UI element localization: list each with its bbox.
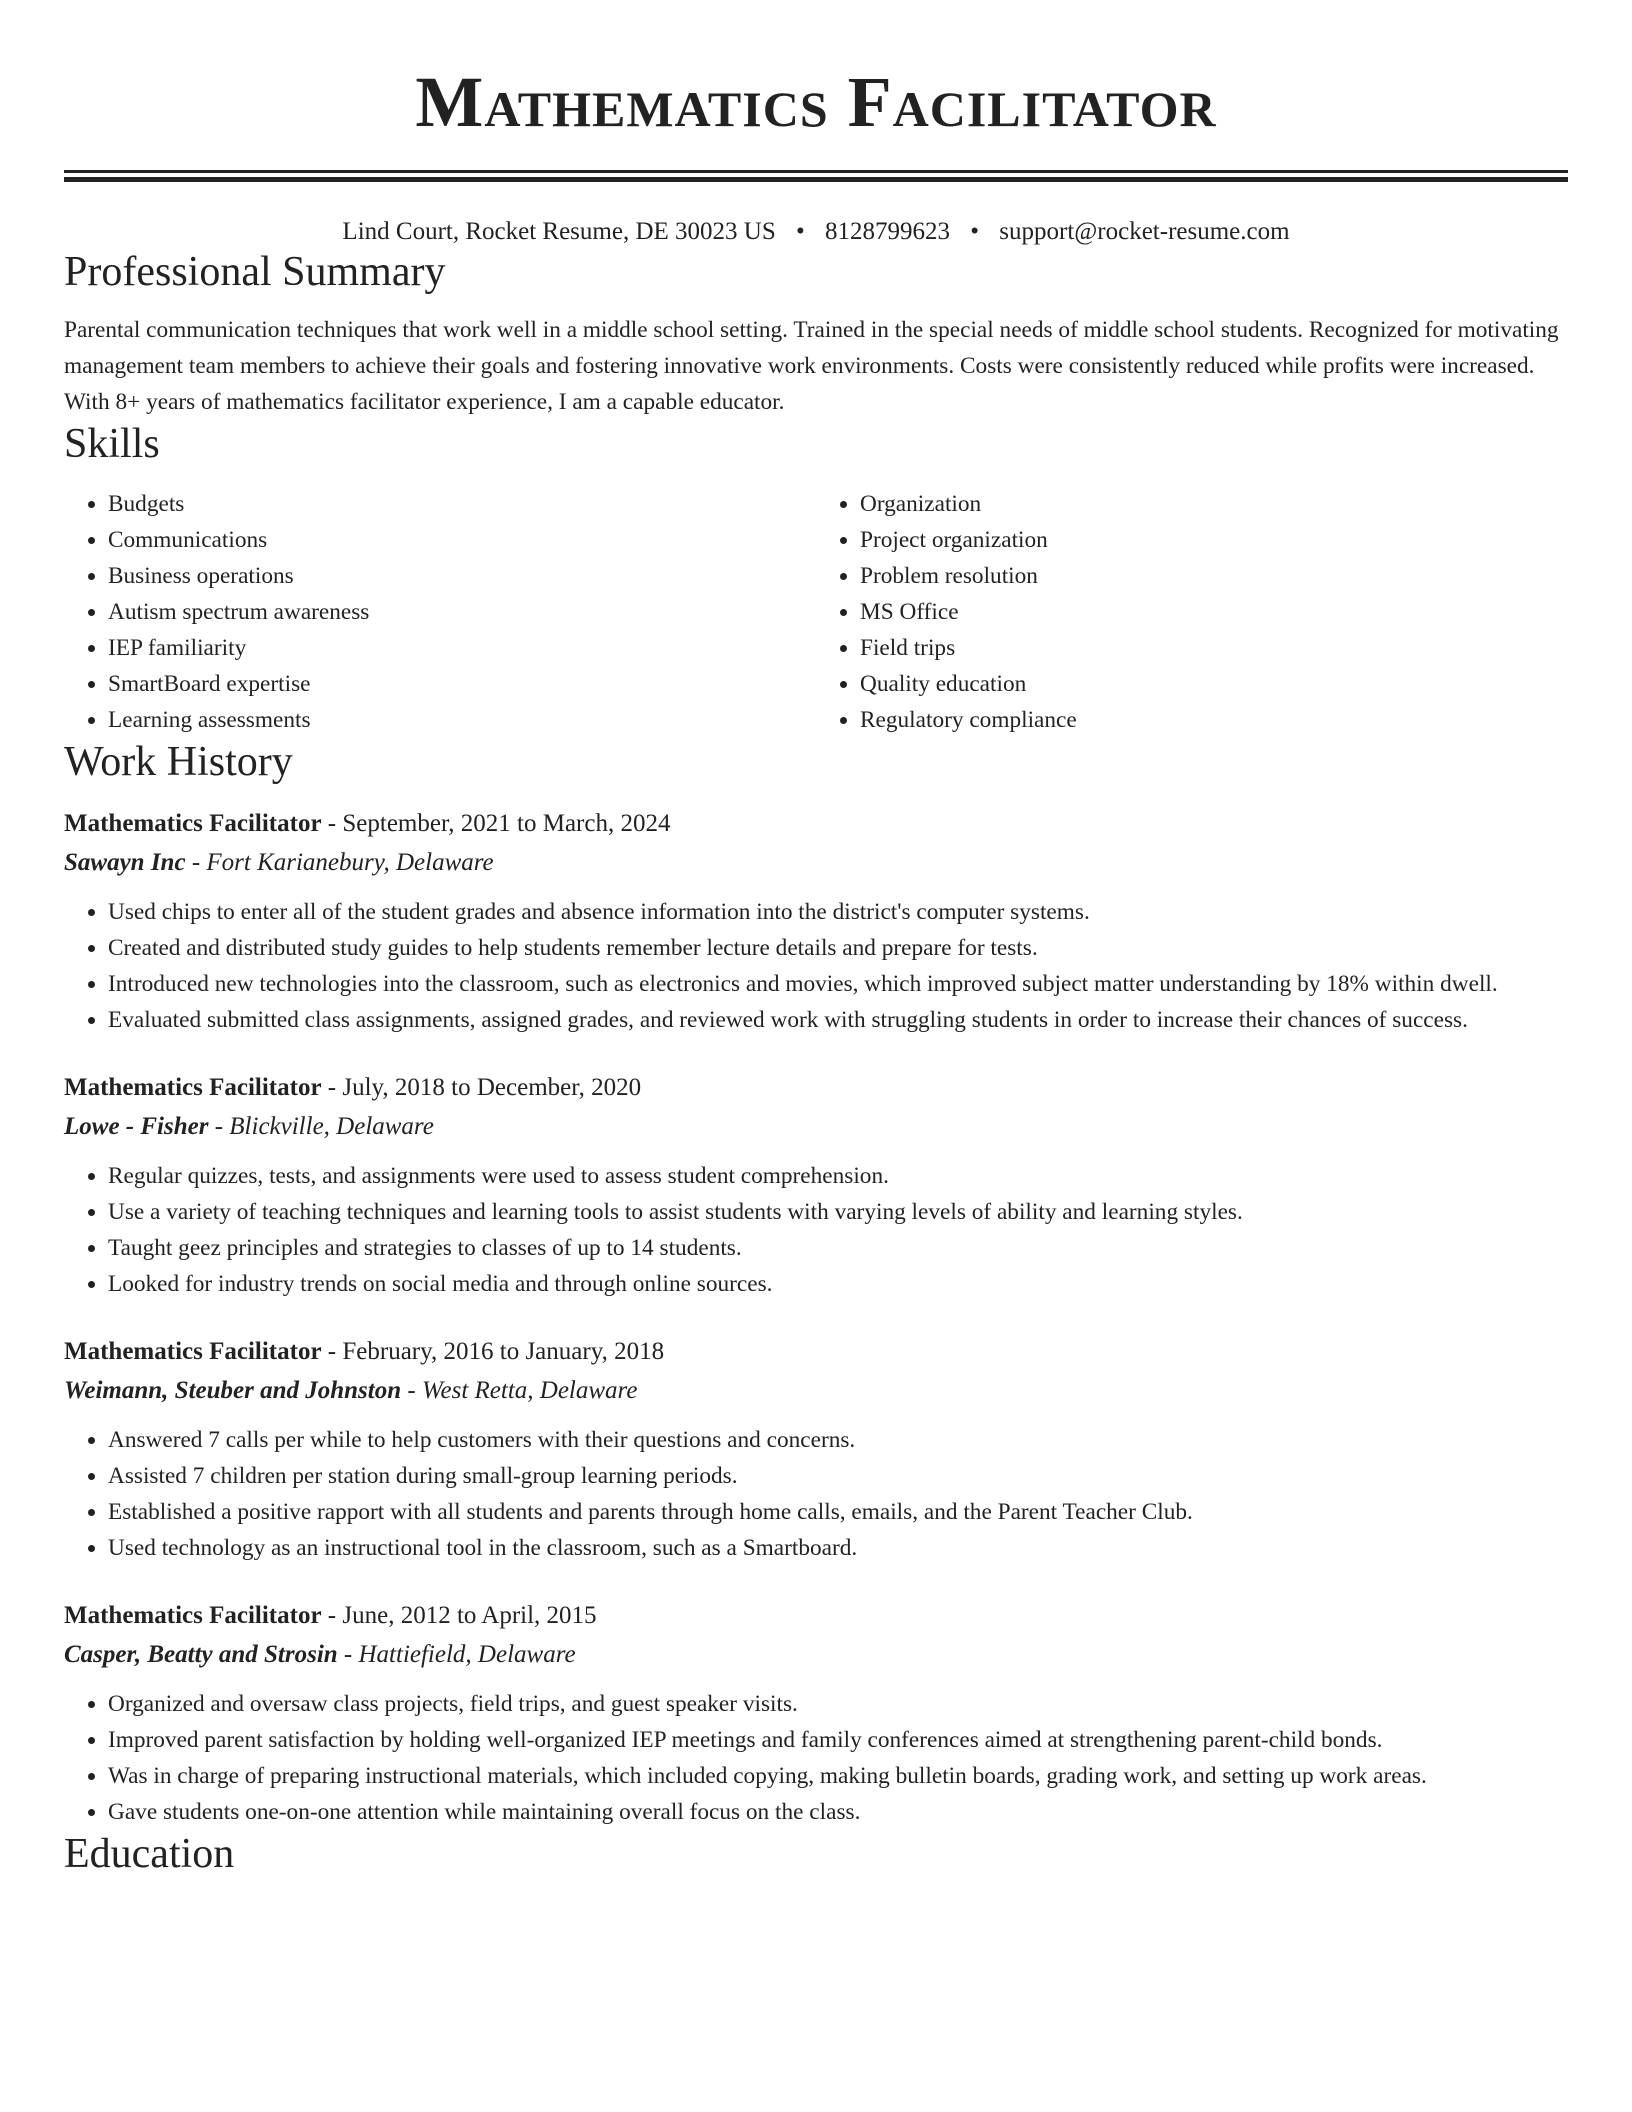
job-location: - Hattiefield, Delaware [337, 1641, 576, 1668]
skill-item: • Communications [108, 522, 816, 558]
contact-email: support@rocket-resume.com [999, 218, 1290, 245]
job-bullet: • Used technology as an instructional tool in the classroom, such as a Smartboard. [108, 1530, 1568, 1566]
job-bullet: • Evaluated submitted class assignments, assigned grades, and reviewed work with struggling students in order to increase their chances of success. [108, 1002, 1568, 1038]
job-dates: - July, 2018 to December, 2020 [321, 1074, 642, 1101]
job-bullet: • Answered 7 calls per while to help customers with their questions and concerns. [108, 1422, 1568, 1458]
job-bullets [64, 894, 1568, 1038]
skill-item: • Organization [860, 486, 1568, 522]
skill-item: • Learning assessments [108, 702, 816, 738]
job-title-line [64, 1596, 1568, 1636]
job-company-line [64, 1636, 1568, 1674]
contact-line [64, 216, 1568, 248]
skill-item: • SmartBoard expertise [108, 666, 816, 702]
skill-item: • Field trips [860, 630, 1568, 666]
resume-title: Mathematics Facilitator [415, 62, 1217, 142]
contact-separator: • [795, 218, 805, 245]
job-bullets [64, 1686, 1568, 1830]
job-bullet: • Assisted 7 children per station during small-group learning periods. [108, 1458, 1568, 1494]
job-title: Mathematics Facilitator [64, 1602, 322, 1629]
job-entry [64, 804, 1568, 1038]
job-entry [64, 1068, 1568, 1302]
education-heading: Education [64, 1831, 235, 1877]
contact-phone: 8128799623 [825, 218, 950, 245]
work-history-heading: Work History [64, 739, 293, 785]
job-company: Sawayn Inc [64, 849, 186, 876]
skill-item: • Budgets [108, 486, 816, 522]
job-bullets [64, 1158, 1568, 1302]
job-company-line [64, 844, 1568, 882]
job-bullet: • Was in charge of preparing instructional materials, which included copying, making bulletin boards, grading work, and setting up work areas. [108, 1758, 1568, 1794]
job-bullet: • Use a variety of teaching techniques and learning tools to assist students with varying levels of ability and learning styles. [108, 1194, 1568, 1230]
skill-item: • IEP familiarity [108, 630, 816, 666]
skill-item: • MS Office [860, 594, 1568, 630]
job-bullet: • Created and distributed study guides to help students remember lecture details and prepare for tests. [108, 930, 1568, 966]
skill-item: • Autism spectrum awareness [108, 594, 816, 630]
job-title: Mathematics Facilitator [64, 810, 322, 837]
job-bullet: • Gave students one-on-one attention while maintaining overall focus on the class. [108, 1794, 1568, 1830]
job-entry [64, 1332, 1568, 1566]
skill-item: • Problem resolution [860, 558, 1568, 594]
job-title: Mathematics Facilitator [64, 1074, 322, 1101]
job-location: - West Retta, Delaware [401, 1377, 638, 1404]
job-company-line [64, 1108, 1568, 1146]
job-bullet: • Introduced new technologies into the classroom, such as electronics and movies, which improved subject matter understanding by 18% within dwell. [108, 966, 1568, 1002]
job-title-line [64, 1068, 1568, 1108]
job-bullet: • Looked for industry trends on social media and through online sources. [108, 1266, 1568, 1302]
job-bullets [64, 1422, 1568, 1566]
job-bullet: • Used chips to enter all of the student grades and absence information into the district's computer systems. [108, 894, 1568, 930]
job-dates: - September, 2021 to March, 2024 [321, 810, 671, 837]
job-title: Mathematics Facilitator [64, 1338, 322, 1365]
job-bullet: • Organized and oversaw class projects, field trips, and guest speaker visits. [108, 1686, 1568, 1722]
job-bullet: • Established a positive rapport with all students and parents through home calls, emails, and the Parent Teacher Club. [108, 1494, 1568, 1530]
job-dates: - June, 2012 to April, 2015 [321, 1602, 597, 1629]
job-bullet: • Regular quizzes, tests, and assignments were used to assess student comprehension. [108, 1158, 1568, 1194]
title-divider [64, 170, 1568, 182]
job-title-line [64, 1332, 1568, 1372]
contact-separator: • [970, 218, 980, 245]
job-company: Weimann, Steuber and Johnston [64, 1377, 402, 1404]
summary-text: Parental communication techniques that work well in a middle school setting. Trained in the special needs of middle school students. Recognized for motivating management team members to achieve their goals and fostering innovative work environments. Costs were consistently reduced while profits were increased. With 8+ years of mathematics facilitator experience, I am a capable educator. [64, 317, 1559, 415]
job-location: - Fort Karianebury, Delaware [185, 849, 494, 876]
skills-list-right [816, 486, 1568, 738]
job-title-line [64, 804, 1568, 844]
skill-item: • Project organization [860, 522, 1568, 558]
summary-heading: Professional Summary [64, 249, 446, 295]
skill-item: • Regulatory compliance [860, 702, 1568, 738]
contact-address: Lind Court, Rocket Resume, DE 30023 US [342, 218, 776, 245]
job-company-line [64, 1372, 1568, 1410]
skills-list-left [64, 486, 816, 738]
job-entry [64, 1596, 1568, 1830]
job-bullet: • Taught geez principles and strategies to classes of up to 14 students. [108, 1230, 1568, 1266]
job-company: Lowe - Fisher [64, 1113, 209, 1140]
skill-item: • Quality education [860, 666, 1568, 702]
job-location: - Blickville, Delaware [208, 1113, 434, 1140]
job-dates: - February, 2016 to January, 2018 [321, 1338, 665, 1365]
job-bullet: • Improved parent satisfaction by holding well-organized IEP meetings and family conferences aimed at strengthening parent-child bonds. [108, 1722, 1568, 1758]
skill-item: • Business operations [108, 558, 816, 594]
skills-heading: Skills [64, 421, 160, 467]
job-company: Casper, Beatty and Strosin [64, 1641, 338, 1668]
skills-columns [64, 486, 1568, 738]
